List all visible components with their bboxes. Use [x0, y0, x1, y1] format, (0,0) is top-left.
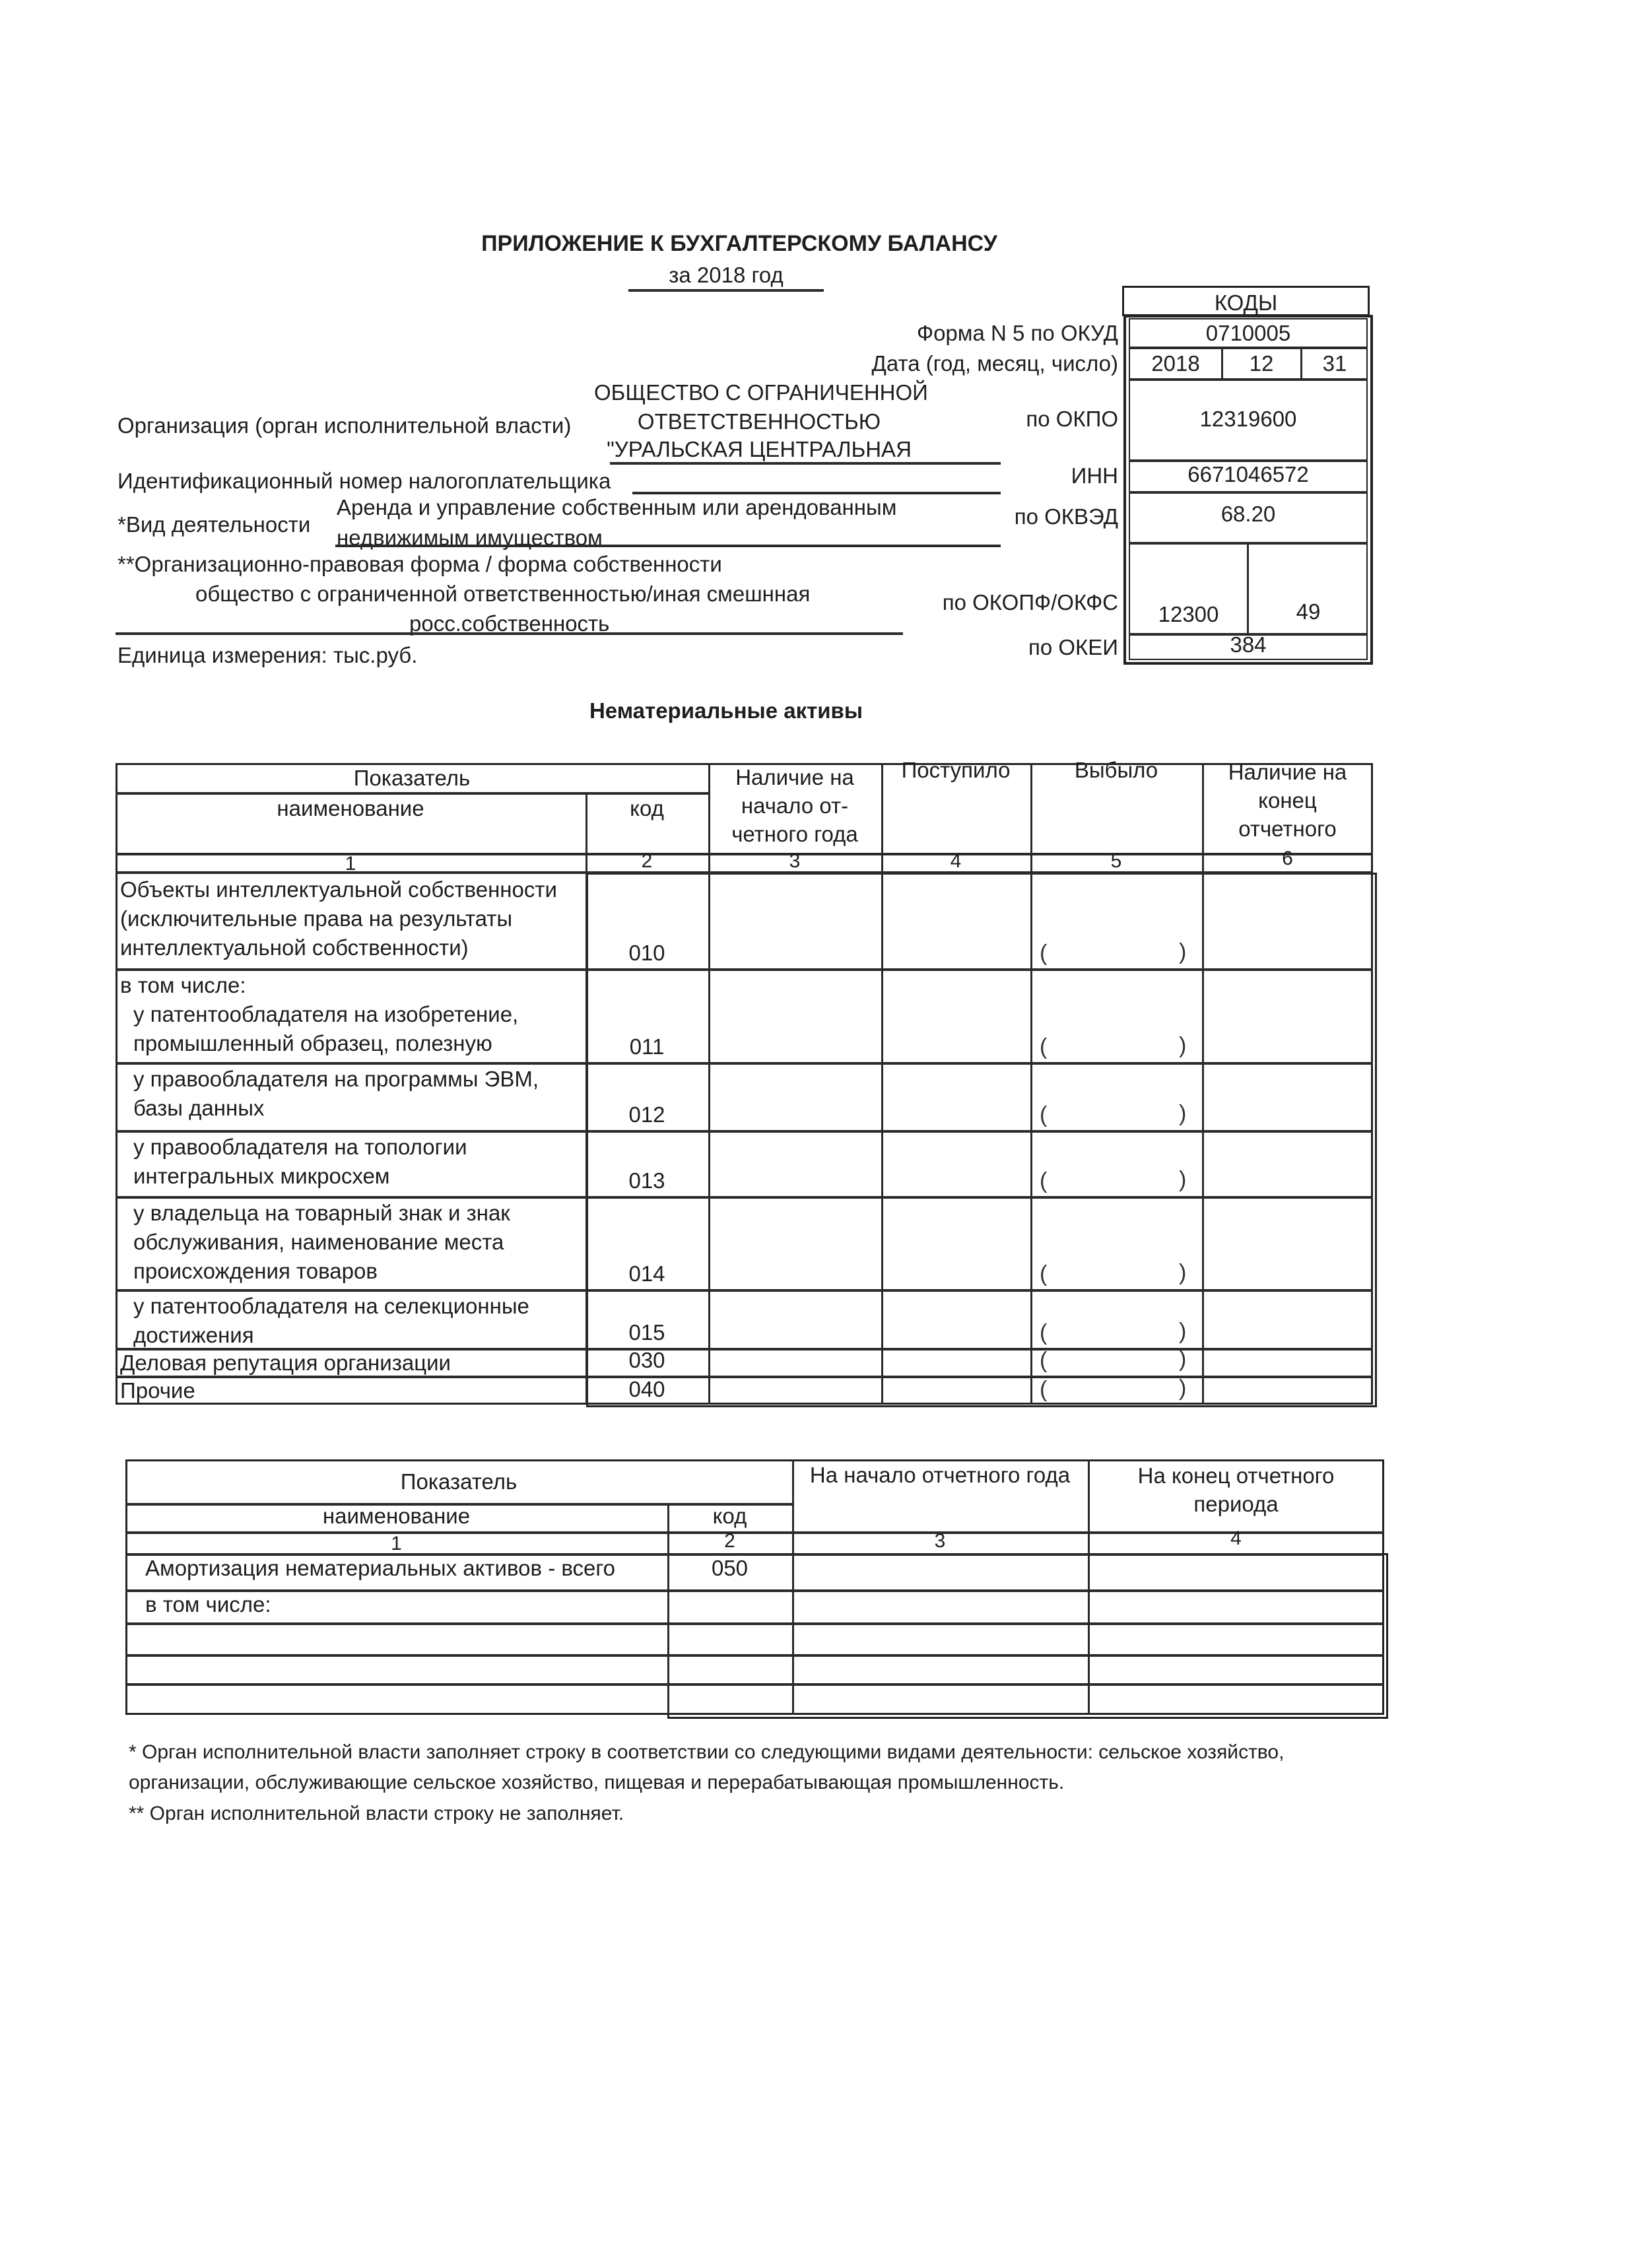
taxpayer-id-underline: [632, 492, 1001, 494]
t2-header-end-line: периода: [1193, 1492, 1279, 1516]
table1-rule: [585, 792, 587, 1405]
footnote-1-cont: организации, обслуживающие сельское хозяйство, пищевая и перерабатывающая промышленность.: [129, 1772, 1065, 1793]
paren-close: ): [1179, 1260, 1187, 1285]
header-end-line: отчетного: [1238, 817, 1337, 841]
row-name: [120, 1351, 451, 1376]
legal-form-line-2: росс.собственность: [409, 611, 610, 636]
footnote-1: * Орган исполнительной власти заполняет строку в соответствии со следующими видами деятельности: сельское хозяйство,: [129, 1741, 1285, 1763]
row-name-line: у правообладателя на топологии: [133, 1135, 467, 1159]
activity-label: *Вид деятельности: [117, 512, 311, 537]
row-name-line: Объекты интеллектуальной собственности: [120, 877, 557, 902]
row-name-line: у патентообладателя на селекционные: [133, 1294, 529, 1318]
row-name-line: Деловая репутация организации: [120, 1351, 451, 1375]
row-code: 012: [628, 1102, 665, 1127]
codes-divider: [1129, 378, 1368, 381]
row-name-line: происхождения товаров: [133, 1259, 378, 1283]
okpo-label: по ОКПО: [1026, 407, 1118, 431]
paren-open: (: [1040, 1377, 1048, 1402]
row-code: 013: [628, 1168, 665, 1193]
period-underline: [628, 289, 824, 292]
col-number: 5: [1110, 850, 1122, 872]
t2-col-number: 2: [724, 1530, 735, 1552]
table2-rule: [125, 1622, 1384, 1625]
unit-label: Единица измерения: тыс.руб.: [117, 643, 418, 667]
t2-col-number: 3: [934, 1530, 946, 1552]
org-name-underline: [610, 462, 1001, 465]
row-name-line: у правообладателя на программы ЭВМ,: [133, 1067, 539, 1091]
row-name: [120, 1133, 467, 1191]
okved-label: по ОКВЭД: [1014, 504, 1118, 529]
table2-rule: [125, 1589, 1384, 1592]
row-code: 040: [628, 1377, 665, 1401]
date-day: 31: [1322, 351, 1347, 376]
paren-open: (: [1040, 1168, 1048, 1193]
row-code: 014: [628, 1261, 665, 1286]
paren-close: ): [1179, 939, 1187, 964]
header-disposed: Выбыло: [1074, 758, 1158, 782]
paren-open: (: [1040, 1261, 1048, 1286]
row-name: [120, 971, 518, 1058]
row-name-line: интегральных микросхем: [133, 1164, 390, 1188]
row-name: [120, 875, 557, 962]
row-name: [120, 1292, 529, 1350]
row-code: 030: [628, 1348, 665, 1372]
report-period: за 2018 год: [669, 263, 784, 287]
paren-close: ): [1179, 1319, 1187, 1344]
legal-form-underline: [116, 632, 903, 635]
paren-open: (: [1040, 1320, 1048, 1345]
col-number: 3: [789, 850, 801, 872]
paren-close: ): [1179, 1167, 1187, 1192]
activity-underline: [335, 545, 1001, 547]
paren-open: (: [1040, 1034, 1048, 1059]
paren-close: ): [1179, 1101, 1187, 1126]
section-title: Нематериальные активы: [589, 698, 863, 723]
t2-col-number: 4: [1230, 1527, 1242, 1549]
t2-header-end-line: На конец отчетного: [1137, 1463, 1335, 1488]
codes-divider: [1129, 347, 1368, 349]
codes-divider: [1129, 491, 1368, 494]
paren-open: (: [1040, 941, 1048, 966]
activity-line-1: Аренда и управление собственным или арендованным: [337, 495, 897, 519]
col-number: 6: [1282, 848, 1293, 869]
okei-code: 384: [1230, 632, 1267, 657]
table2-rule: [125, 1683, 1384, 1686]
footnote-2: ** Орган исполнительной власти строку не заполняет.: [129, 1803, 624, 1824]
header-end-line: конец: [1258, 788, 1317, 813]
t2-header-indicator: Показатель: [400, 1469, 518, 1494]
org-name-line-2: ОТВЕТСТВЕННОСТЬЮ: [637, 409, 881, 434]
document-title: ПРИЛОЖЕНИЕ К БУХГАЛТЕРСКОМУ БАЛАНСУ: [481, 231, 997, 256]
okei-label: по ОКЕИ: [1028, 635, 1118, 659]
t2-header-start: На начало отчетного года: [809, 1463, 1071, 1487]
inn-code: 6671046572: [1187, 462, 1309, 486]
legal-form-label: **Организационно-правовая форма / форма собственности: [117, 552, 722, 576]
org-label: Организация (орган исполнительной власти): [117, 413, 572, 438]
row-name: [120, 1065, 539, 1123]
table2-rule: [792, 1459, 794, 1715]
date-year: 2018: [1151, 351, 1200, 376]
okud-label: Форма N 5 по ОКУД: [916, 321, 1118, 345]
col-number: 1: [345, 853, 356, 875]
paren-open: (: [1040, 1348, 1048, 1373]
org-name-line-1: ОБЩЕСТВО С ОГРАНИЧЕННОЙ: [594, 380, 928, 405]
okopf-code: 12300: [1158, 602, 1219, 626]
row-name-line: достижения: [133, 1323, 254, 1347]
row-name: Амортизация нематериальных активов - всего: [145, 1556, 616, 1580]
date-label: Дата (год, месяц, число): [871, 351, 1118, 376]
okpo-code: 12319600: [1199, 407, 1297, 431]
header-end-line: Наличие на: [1228, 760, 1347, 784]
row-name-line: Прочие: [120, 1378, 195, 1403]
row-name-line: базы данных: [133, 1096, 265, 1120]
header-code: код: [630, 796, 664, 820]
row-code: 011: [629, 1034, 665, 1059]
t2-col-number: 1: [391, 1533, 402, 1554]
header-received: Поступило: [901, 758, 1011, 782]
date-month: 12: [1249, 351, 1274, 376]
paren-close: ): [1179, 1376, 1187, 1401]
paren-open: (: [1040, 1102, 1048, 1127]
row-name-line: обслуживания, наименование места: [133, 1230, 504, 1254]
row-code: 015: [628, 1320, 665, 1345]
okfs-code: 49: [1296, 599, 1321, 624]
paren-close: ): [1179, 1347, 1187, 1372]
col-number: 4: [950, 850, 962, 872]
row-name-line: у патентообладателя на изобретение,: [133, 1002, 519, 1026]
header-start-line: Наличие на: [735, 765, 854, 789]
okopf-label: по ОКОПФ/ОКФС: [942, 590, 1118, 615]
row-name-line: в том числе:: [120, 973, 246, 997]
legal-form-line-1: общество с ограниченной ответственностью/иная смешнная: [195, 582, 811, 606]
row-name-line: (исключительные права на результаты: [120, 906, 513, 931]
table1-rule: [116, 792, 708, 795]
t2-header-name: наименование: [322, 1504, 471, 1528]
header-name: наименование: [277, 796, 424, 820]
row-code: 050: [711, 1556, 749, 1580]
row-name: в том числе:: [145, 1592, 271, 1617]
okud-code: 0710005: [1205, 321, 1291, 345]
row-name-line: интеллектуальной собственности): [120, 935, 469, 960]
org-name-line-3: "УРАЛЬСКАЯ ЦЕНТРАЛЬНАЯ: [607, 437, 912, 461]
header-end-of-period: [1202, 758, 1373, 843]
header-start-of-year: [708, 763, 881, 848]
row-name-line: промышленный образец, полезную: [133, 1031, 492, 1055]
row-name: [120, 1199, 510, 1286]
col-number: 2: [641, 850, 653, 872]
okved-code: 68.20: [1220, 502, 1276, 526]
codes-heading: КОДЫ: [1214, 290, 1278, 315]
paren-close: ): [1179, 1033, 1187, 1058]
header-indicator: Показатель: [353, 766, 471, 790]
taxpayer-id-label: Идентификационный номер налогоплательщика: [117, 469, 611, 493]
codes-heading-cell: [1122, 286, 1370, 316]
row-name: [120, 1378, 195, 1403]
table2-rule: [125, 1654, 1384, 1657]
inn-code-label: ИНН: [1071, 463, 1118, 488]
header-start-line: четного года: [731, 822, 858, 846]
row-name-line: у владельца на товарный знак и знак: [133, 1201, 510, 1225]
t2-header-code: код: [712, 1504, 747, 1528]
header-start-line: начало от-: [741, 793, 849, 818]
row-code: 010: [628, 941, 665, 965]
activity-line-2: недвижимым имуществом: [337, 525, 603, 550]
t2-header-end: [1088, 1461, 1384, 1518]
